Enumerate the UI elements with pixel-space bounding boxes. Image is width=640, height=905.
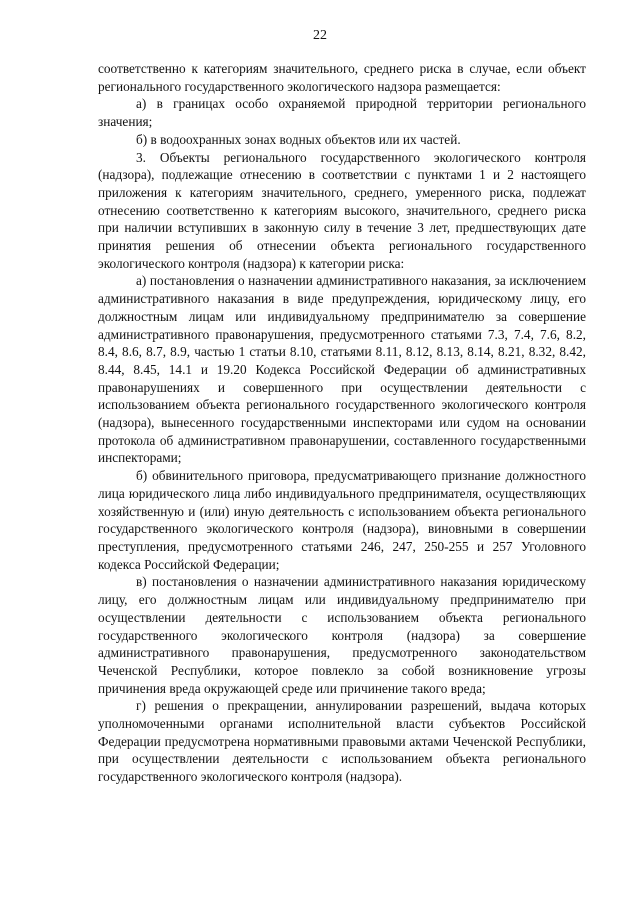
paragraph-item-a-protected-territory: а) в границах особо охраняемой природной территории регионального значения; (98, 96, 586, 130)
paragraph-item-b-water-protection-zones: б) в водоохранных зонах водных объектов или их частей. (136, 131, 461, 147)
paragraph-item-a-administrative-penalty: а) постановления о назначении административного наказания, за исключением административного наказания в виде предупреждения, юридическому лицу, его должностным лицам или индивидуальному предпринимателю за совершение административного правонарушения, предусмотренного статьями 7.3, 7.4, 7.6, 8.2, 8.4, 8.6, 8.7, 8.9, частью 1 статьи 8.10, статьями 8.11, 8.12, 8.13, 8.14, 8.21, 8.32, 8.42, 8.44, 8.45, 14.1 и 19.20 Кодекса Российской Федерации об административных правонарушениях и совершенного при осуществлении деятельности с использованием объекта регионального государственного экологического контроля (надзора), вынесенного государственными инспекторами или судом на основании протокола об административном правонарушении, составленного государственными инспекторами; (98, 273, 586, 466)
paragraph-continuation: соответственно к категориям значительного, среднего риска в случае, если объект регионального государственного экологического надзора размещается: (98, 61, 586, 94)
paragraph-section-3: 3. Объекты регионального государственного экологического контроля (надзора), подлежащие отнесению в соответствии с пунктами 1 и 2 настоящего приложения к категориям значительного, среднего, умеренного риска, подлежат отнесению соответственно к категориям высокого, значительного, среднего риска при наличии вступивших в законную силу в течение 3 лет, предшествующих дате принятия решения об отнесении объекта регионального государственного экологического контроля (надзора) к категории риска: (98, 149, 586, 271)
paragraph-item-v-regional-penalty: в) постановления о назначении административного наказания юридическому лицу, его должностным лицам или индивидуальному предпринимателю при осуществлении деятельности с использованием объекта регионального государственного экологического контроля (надзора) за совершение административного правонарушения, предусмотренного законодательством Чеченской Республики, которое повлекло за собой возникновение угрозы причинения вреда окружающей среде или причинение такого вреда; (98, 574, 586, 696)
page-number: 22 (313, 28, 327, 43)
document-body (98, 60, 586, 786)
paragraph-item-b-conviction: б) обвинительного приговора, предусматривающего признание должностного лица юридического лица либо индивидуального предпринимателя, осуществляющих хозяйственную и (или) иную деятельность с использованием объекта регионального государственного экологического контроля (надзора), виновными в совершении преступления, предусмотренного статьями 246, 247, 250-255 и 257 Уголовного кодекса Российской Федерации; (98, 468, 586, 572)
paragraph-item-g-permit-revocation: г) решения о прекращении, аннулировании разрешений, выдача которых уполномоченными органами исполнительной власти субъектов Российской Федерации предусмотрена нормативными правовыми актами Чеченской Республики, при осуществлении деятельности с использованием объекта регионального государственного экологического контроля (надзора). (98, 698, 586, 785)
